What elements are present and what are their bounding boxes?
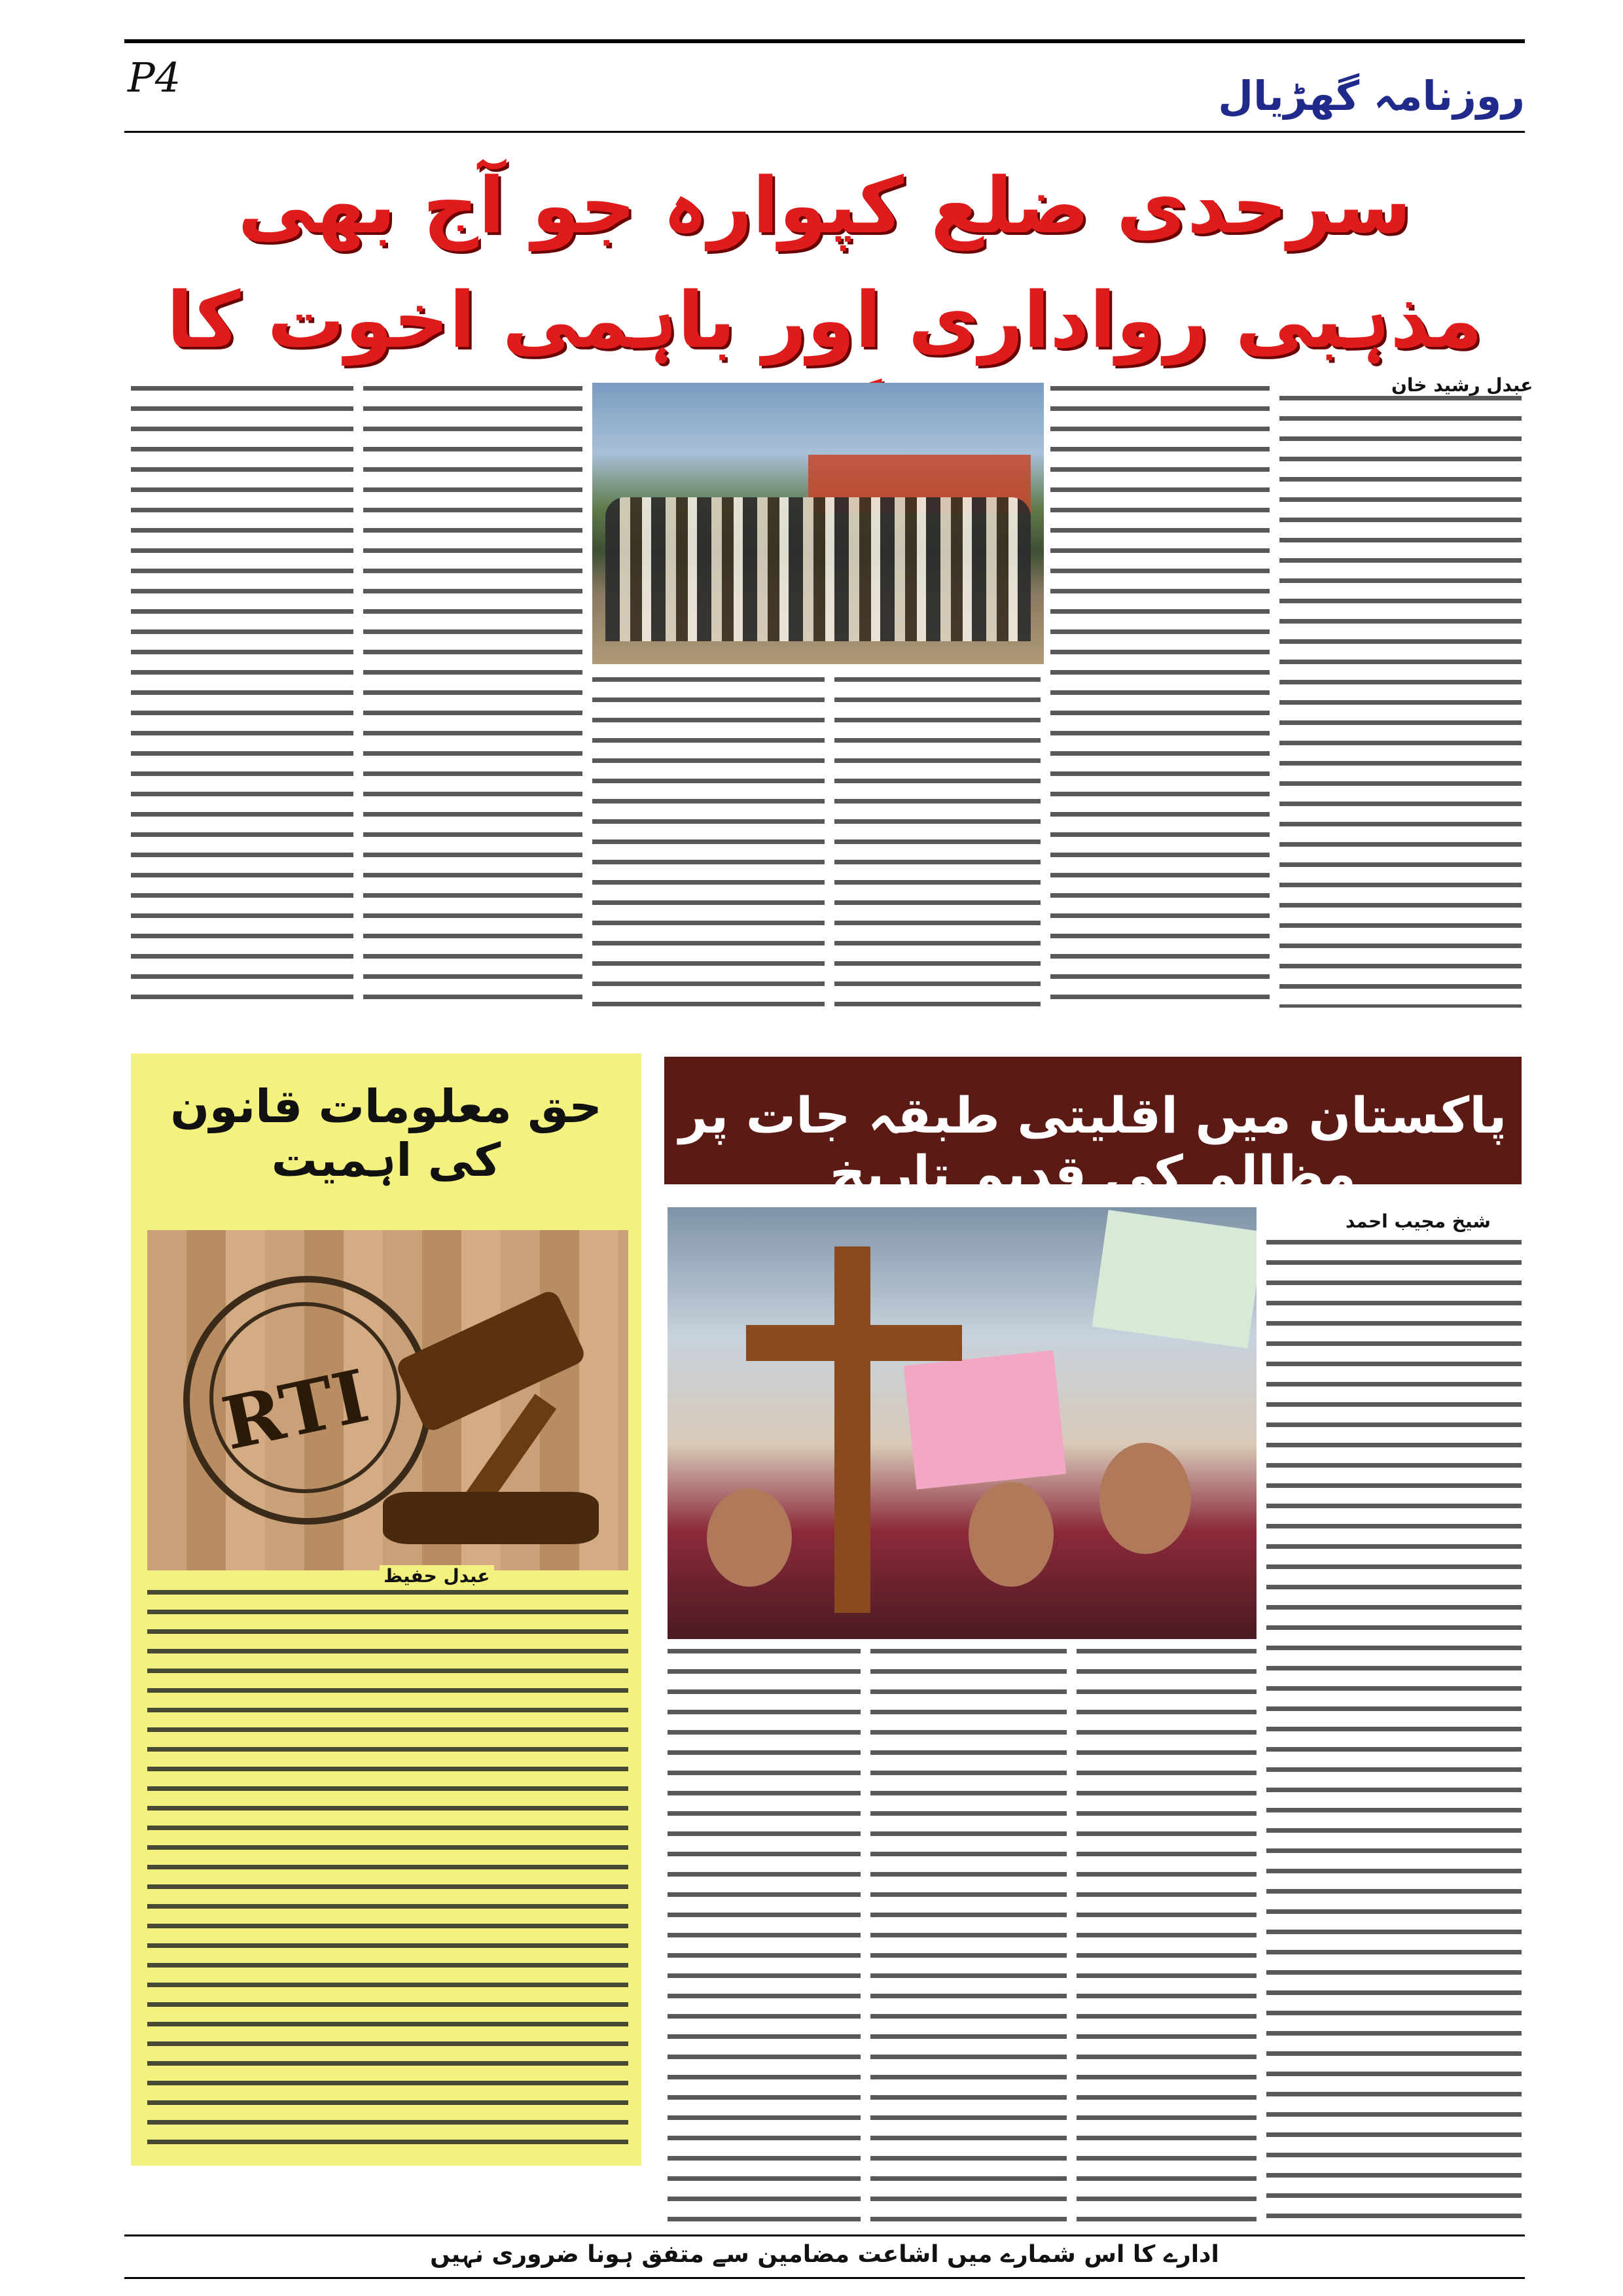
top-article-column-4	[592, 677, 825, 1008]
protest-sign-green	[1092, 1210, 1257, 1349]
protester-face	[969, 1482, 1054, 1587]
rti-article-body	[147, 1590, 628, 2153]
history-article-title: پاکستان میں اقلیتی طبقہ جات پر مظالم کی قدیم تاریخ	[679, 1086, 1507, 1203]
footer-disclaimer: ادارے کا اس شمارے میں اشاعت مضامین سے متفق ہونا ضروری نہیں	[430, 2241, 1219, 2268]
masthead: روزنامہ گھڑیال	[1218, 72, 1525, 120]
top-article-column-2	[1050, 386, 1270, 1008]
cross-horizontal	[746, 1325, 962, 1361]
history-article-author: شیخ مجیب احمد	[1342, 1210, 1495, 1232]
community-gathering-photo	[592, 383, 1044, 664]
protester-face	[707, 1489, 792, 1587]
top-article-column-6	[131, 386, 353, 1008]
headline-line-1: سرحدی ضلع کپوارہ جو آج بھی	[238, 160, 1412, 251]
protest-photo	[668, 1207, 1257, 1639]
rti-image-label: RTI	[215, 1353, 376, 1466]
protester-face	[1099, 1443, 1191, 1554]
history-column-4	[668, 1649, 861, 2225]
history-column-2	[1077, 1649, 1257, 2225]
gavel-base	[383, 1492, 599, 1544]
top-rule	[124, 39, 1525, 43]
top-article-column-1	[1279, 396, 1522, 1008]
rti-article-author: عبدل حفیظ	[380, 1565, 494, 1587]
gavel-head	[394, 1288, 587, 1434]
history-column-3	[870, 1649, 1067, 2225]
top-article-column-5	[363, 386, 582, 1008]
history-column-1	[1266, 1240, 1522, 2225]
rti-article-title: حق معلومات قانون کی اہمیت	[170, 1080, 602, 1187]
headline-line-2: مذہبی رواداری اور باہمی اخوت کا	[166, 275, 1483, 365]
cross-vertical	[834, 1246, 870, 1613]
masthead-rule	[124, 131, 1525, 133]
protest-sign-pink	[904, 1350, 1067, 1489]
top-article-column-3	[834, 677, 1041, 1008]
photo-crowd	[605, 497, 1031, 641]
top-article-author: عبدل رشید خان	[1387, 374, 1537, 396]
rti-gavel-image	[147, 1230, 628, 1570]
page-number: P4	[128, 54, 181, 101]
footer-rule	[124, 2234, 1525, 2236]
footer-rule-bottom	[124, 2277, 1525, 2279]
